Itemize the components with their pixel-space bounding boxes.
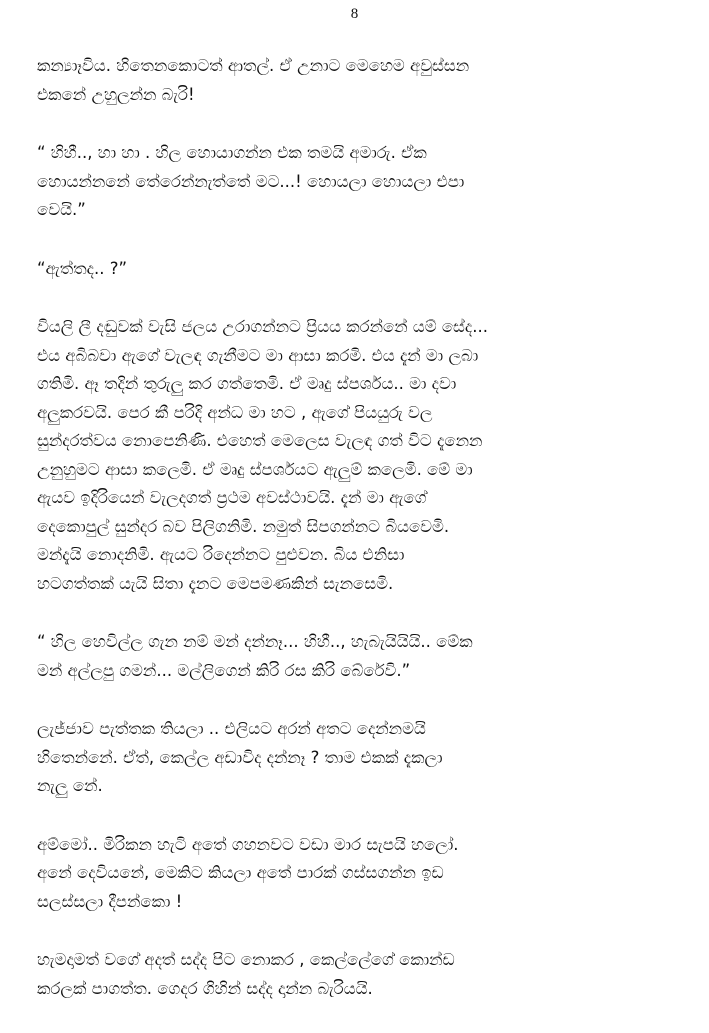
paragraph-3: [37, 255, 677, 284]
text-line: හිතෙන්නේ. ඒත්, කෙල්ල අඩාවිද දන්නෑ ? තාම එකක් දැකලා: [37, 747, 443, 767]
text-line: මන් අල්ලපු ගමන්... මල්ලිගෙන් කිරි රස කිරි බේරේවි.”: [37, 660, 411, 680]
text-line: සලස්සලා දීපන්කො !: [37, 891, 183, 911]
paragraph-4: [37, 313, 677, 598]
text-line: මන්දැයි නොදනිමි. ඇයට රිදෙන්නට පුළුවන. බිය එනිසා: [37, 545, 405, 564]
text-line: ගතිමි. ඈ තදින් තුරුලු කර ගත්තෙමි. ඒ මෘදු ස්පර්ශය.. මා දවා: [37, 374, 457, 393]
text-line: නැලු නේ.: [37, 776, 103, 795]
text-line: වෙයි.”: [37, 200, 86, 219]
paragraph-7: [37, 831, 677, 917]
paragraph-6: [37, 715, 677, 801]
paragraph-5: [37, 628, 677, 685]
text-line: සුන්දරත්වය නොපෙනිණි. එහෙත් මෙලෙස වැලඳ ගත් විට දැනෙන: [37, 431, 483, 450]
text-line: එය අබිබවා ඇගේ වැලඳ ගැනීමට මා ආසා කරමි. එය දැන් මා ලබා: [37, 345, 479, 365]
text-line: “ඇත්තද.. ?”: [37, 258, 128, 278]
text-line: “ හිහී.., හා හා . හිල හොයාගන්න එක තමයි අමාරු. ඒක: [37, 143, 427, 162]
text-line: අනේ දෙවියනේ, මෙකිට කියලා අතේ පාරක් ගස්සගන්න ඉඩ: [37, 863, 444, 882]
text-line: ඇයව ඉදිරියෙන් වැලදගත් ප්‍රථම අවස්ථාවයි. දැන් මා ඇගේ: [37, 488, 427, 507]
text-line: දෙකොපුල් සුන්දර බව පිලිගනිමි. නමුත් සිපගන්නට බියවෙමි.: [37, 516, 450, 536]
text-line: අලුකරවයි. පෙර කී පරිදි අන්ධ මා හට , ඇගේ පියයුරු වල: [37, 402, 433, 422]
page-number: 8: [350, 6, 359, 22]
text-line: කන්‍යාෑවිය. හිතෙනකොටත් ආතල්. ඒ උනාට මෙහෙම අවුස්සන: [37, 56, 470, 75]
text-line: ලැජ්ජාව පැත්තක තියලා .. එලියට අරන් අතට දෙන්නමයි: [37, 719, 426, 738]
text-line: හොයන්නනේ තේරෙන්නැත්තේ මට...! හොයලා හොයලා එපා: [37, 171, 465, 191]
text-line: වියලි ලී දඬුවක් වැසි ජලය උරාගන්නට ප්‍රියය කරන්නේ යම් සේද...: [37, 317, 488, 336]
paragraph-1: [37, 52, 677, 109]
text-line: උනුහුමට ආසා කලෙමි. ඒ මෘදු ස්පර්ශයට ඇලුම් කලෙමි. මේ මා: [37, 459, 473, 479]
text-line: හටගත්තක් යැයි සිතා දැනට මෙපමණකින් සැනසෙමි.: [37, 573, 394, 593]
paragraph-8: [37, 946, 677, 1003]
paragraph-2: [37, 139, 677, 225]
text-line: හැමදාමත් වගේ අදත් සද්ද පිට නොකර , කෙල්ලේගේ කොන්ඩ: [37, 950, 455, 969]
text-line: කරලක් පාගත්ත. ගෙදර ගිහින් සද්ද දාන්න බැරියයි.: [37, 978, 373, 998]
text-line: අම්මෝ.. මිරිකන හැටි අතේ ගහනවට වඩා මාර සැපයි හලෝ.: [37, 834, 459, 854]
text-line: එකනේ උහුලන්න බැරි!: [37, 84, 195, 104]
story-text: [37, 52, 677, 1033]
text-line: “ හිල හෙවිල්ල ගැන නම් මන් දන්නෑ... හිහී.., හැබැයියියි.. මේක: [37, 632, 473, 651]
